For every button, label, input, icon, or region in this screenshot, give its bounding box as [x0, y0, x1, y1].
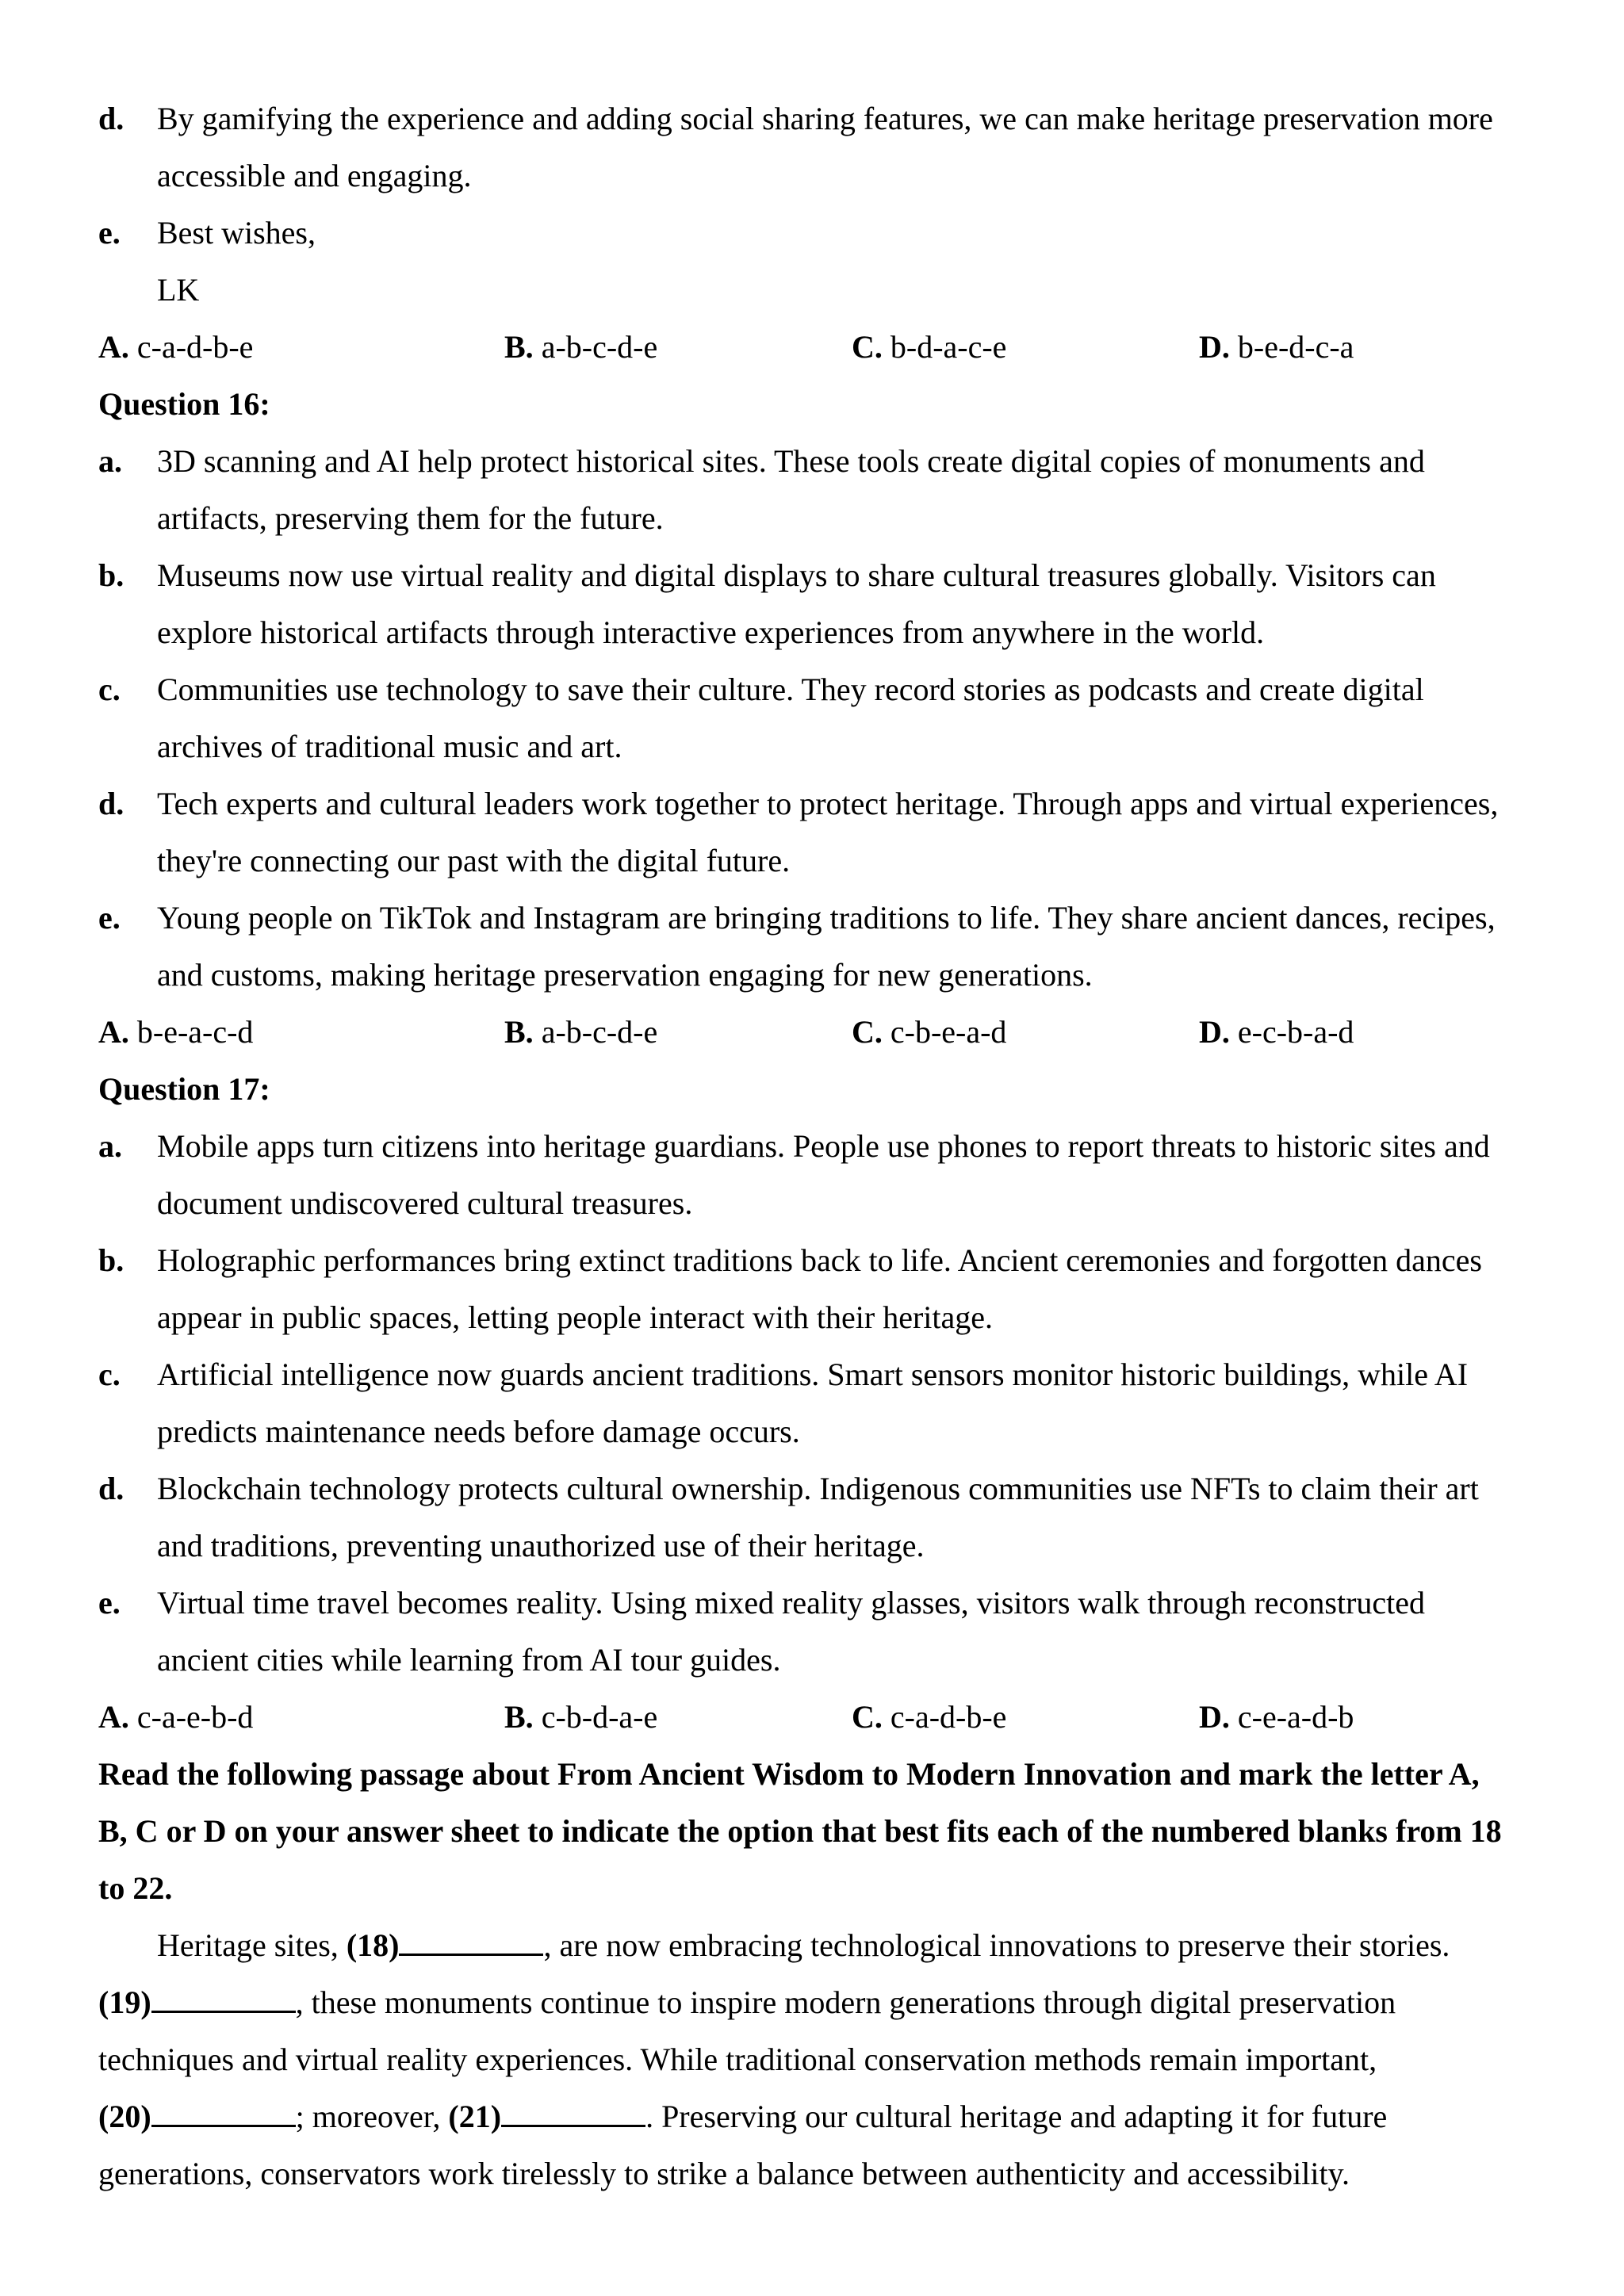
passage-line-1-pre: Heritage sites, [157, 1927, 347, 1963]
blank-18-label: (18) [346, 1927, 400, 1963]
q15-item-e-line2: LK [157, 272, 200, 308]
blank-20[interactable] [151, 2101, 296, 2127]
q16-item-c-letter: c. [98, 672, 121, 707]
passage-line-3: techniques and virtual reality experiences. While traditional conservation methods remain important, [98, 2042, 1377, 2077]
q16-option-b-value: a-b-c-d-e [541, 1014, 658, 1050]
q16-option-d[interactable] [1199, 1016, 1354, 1048]
q17-option-a[interactable] [98, 1701, 253, 1733]
q17-item-c-line2: predicts maintenance needs before damage occurs. [157, 1414, 800, 1449]
q16-option-b-label: B. [504, 1014, 534, 1050]
q15-option-b[interactable] [504, 331, 657, 363]
q15-item-d-line2: accessible and engaging. [157, 158, 472, 193]
q15-option-b-value: a-b-c-d-e [541, 329, 658, 365]
q17-option-c-label: C. [852, 1699, 883, 1735]
q15-option-d[interactable] [1199, 331, 1354, 363]
q17-option-d-value: c-e-a-d-b [1237, 1699, 1354, 1735]
q17-option-a-label: A. [98, 1699, 129, 1735]
q17-item-d-line1: Blockchain technology protects cultural ownership. Indigenous communities use NFTs to claim their art [157, 1471, 1479, 1506]
q17-item-c-letter: c. [98, 1357, 121, 1392]
q17-option-b-value: c-b-d-a-e [541, 1699, 658, 1735]
passage-line-2 [98, 1984, 1396, 2020]
q17-item-a-line2: document undiscovered cultural treasures. [157, 1185, 693, 1221]
blank-19[interactable] [151, 1987, 296, 2013]
blank-20-label: (20) [98, 2099, 151, 2134]
blank-21-label: (21) [448, 2099, 502, 2134]
q16-item-a-line1: 3D scanning and AI help protect historical sites. These tools create digital copies of monuments and [157, 443, 1425, 479]
q15-item-d-line1: By gamifying the experience and adding social sharing features, we can make heritage preservation more [157, 101, 1493, 136]
q17-item-b-letter: b. [98, 1242, 124, 1278]
q16-option-a[interactable] [98, 1016, 253, 1048]
q17-item-d-line2: and traditions, preventing unauthorized use of their heritage. [157, 1528, 925, 1563]
q15-option-a-value: c-a-d-b-e [136, 329, 254, 365]
q16-option-a-label: A. [98, 1014, 129, 1050]
q16-item-a-line2: artifacts, preserving them for the future. [157, 500, 664, 536]
q17-option-b-label: B. [504, 1699, 534, 1735]
q17-title: Question 17: [98, 1071, 270, 1107]
q16-item-c-line1: Communities use technology to save their culture. They record stories as podcasts and create digital [157, 672, 1424, 707]
q16-item-d-line2: they're connecting our past with the digital future. [157, 843, 791, 878]
passage-line-5: generations, conservators work tirelessly to strike a balance between authenticity and accessibility. [98, 2156, 1350, 2191]
q17-item-b-line2: appear in public spaces, letting people interact with their heritage. [157, 1299, 994, 1335]
q16-option-d-value: e-c-b-a-d [1237, 1014, 1354, 1050]
passage-line-4 [98, 2101, 1387, 2133]
q16-option-c-label: C. [852, 1014, 883, 1050]
q15-option-b-label: B. [504, 329, 534, 365]
instruction-line-1: Read the following passage about From Ancient Wisdom to Modern Innovation and mark the letter A, [98, 1756, 1480, 1792]
blank-18[interactable] [399, 1930, 543, 1956]
q15-option-d-label: D. [1199, 329, 1230, 365]
q16-option-c-value: c-b-e-a-d [890, 1014, 1007, 1050]
passage-line-1-post: , are now embracing technological innovations to preserve their stories. [543, 1927, 1450, 1963]
q16-item-c-line2: archives of traditional music and art. [157, 729, 622, 764]
passage-line-4-post: . Preserving our cultural heritage and adapting it for future [645, 2099, 1388, 2134]
q16-option-d-label: D. [1199, 1014, 1230, 1050]
blank-19-label: (19) [98, 1984, 151, 2020]
q16-option-a-value: b-e-a-c-d [136, 1014, 254, 1050]
q17-option-c-value: c-a-d-b-e [890, 1699, 1007, 1735]
instruction-line-3: to 22. [98, 1870, 173, 1906]
q16-item-a-letter: a. [98, 443, 122, 479]
q17-item-a-letter: a. [98, 1128, 122, 1164]
passage-line-4-mid: ; moreover, [295, 2099, 449, 2134]
q17-item-e-letter: e. [98, 1585, 121, 1621]
q15-item-d-letter: d. [98, 101, 124, 136]
q16-item-b-line2: explore historical artifacts through interactive experiences from anywhere in the world. [157, 614, 1265, 650]
passage-line-1 [157, 1927, 1450, 1963]
q17-item-b-line1: Holographic performances bring extinct traditions back to life. Ancient ceremonies and forgotten dances [157, 1242, 1482, 1278]
passage-line-2-post: , these monuments continue to inspire modern generations through digital preservation [295, 1984, 1396, 2020]
q16-item-e-line1: Young people on TikTok and Instagram are bringing traditions to life. They share ancient dances, recipes, [157, 900, 1496, 936]
q15-item-e-letter: e. [98, 215, 121, 251]
instruction-line-2: B, C or D on your answer sheet to indicate the option that best fits each of the numbered blanks from 18 [98, 1813, 1502, 1849]
q16-item-b-letter: b. [98, 557, 124, 593]
q16-title: Question 16: [98, 386, 270, 422]
blank-21[interactable] [501, 2101, 645, 2127]
q15-option-c[interactable] [852, 331, 1006, 363]
q17-option-d-label: D. [1199, 1699, 1230, 1735]
q16-option-c[interactable] [852, 1016, 1006, 1048]
q17-option-c[interactable] [852, 1701, 1006, 1733]
q15-option-c-value: b-d-a-c-e [890, 329, 1007, 365]
q17-item-e-line2: ancient cities while learning from AI tour guides. [157, 1642, 781, 1678]
q16-item-d-line1: Tech experts and cultural leaders work together to protect heritage. Through apps and virtual experiences, [157, 786, 1499, 821]
q17-item-c-line1: Artificial intelligence now guards ancient traditions. Smart sensors monitor historic buildings, while AI [157, 1357, 1469, 1392]
q17-option-d[interactable] [1199, 1701, 1354, 1733]
q17-item-a-line1: Mobile apps turn citizens into heritage guardians. People use phones to report threats to historic sites and [157, 1128, 1490, 1164]
q15-option-c-label: C. [852, 329, 883, 365]
q15-item-e-line1: Best wishes, [157, 215, 316, 251]
q15-option-d-value: b-e-d-c-a [1237, 329, 1354, 365]
q16-option-b[interactable] [504, 1016, 657, 1048]
q17-item-d-letter: d. [98, 1471, 124, 1506]
q16-item-b-line1: Museums now use virtual reality and digital displays to share cultural treasures globally. Visitors can [157, 557, 1436, 593]
q17-option-b[interactable] [504, 1701, 657, 1733]
q17-option-a-value: c-a-e-b-d [136, 1699, 254, 1735]
q15-option-a[interactable] [98, 331, 253, 363]
q15-option-a-label: A. [98, 329, 129, 365]
q17-item-e-line1: Virtual time travel becomes reality. Using mixed reality glasses, visitors walk through reconstructed [157, 1585, 1426, 1621]
q16-item-d-letter: d. [98, 786, 124, 821]
q16-item-e-letter: e. [98, 900, 121, 936]
q16-item-e-line2: and customs, making heritage preservation engaging for new generations. [157, 957, 1093, 993]
